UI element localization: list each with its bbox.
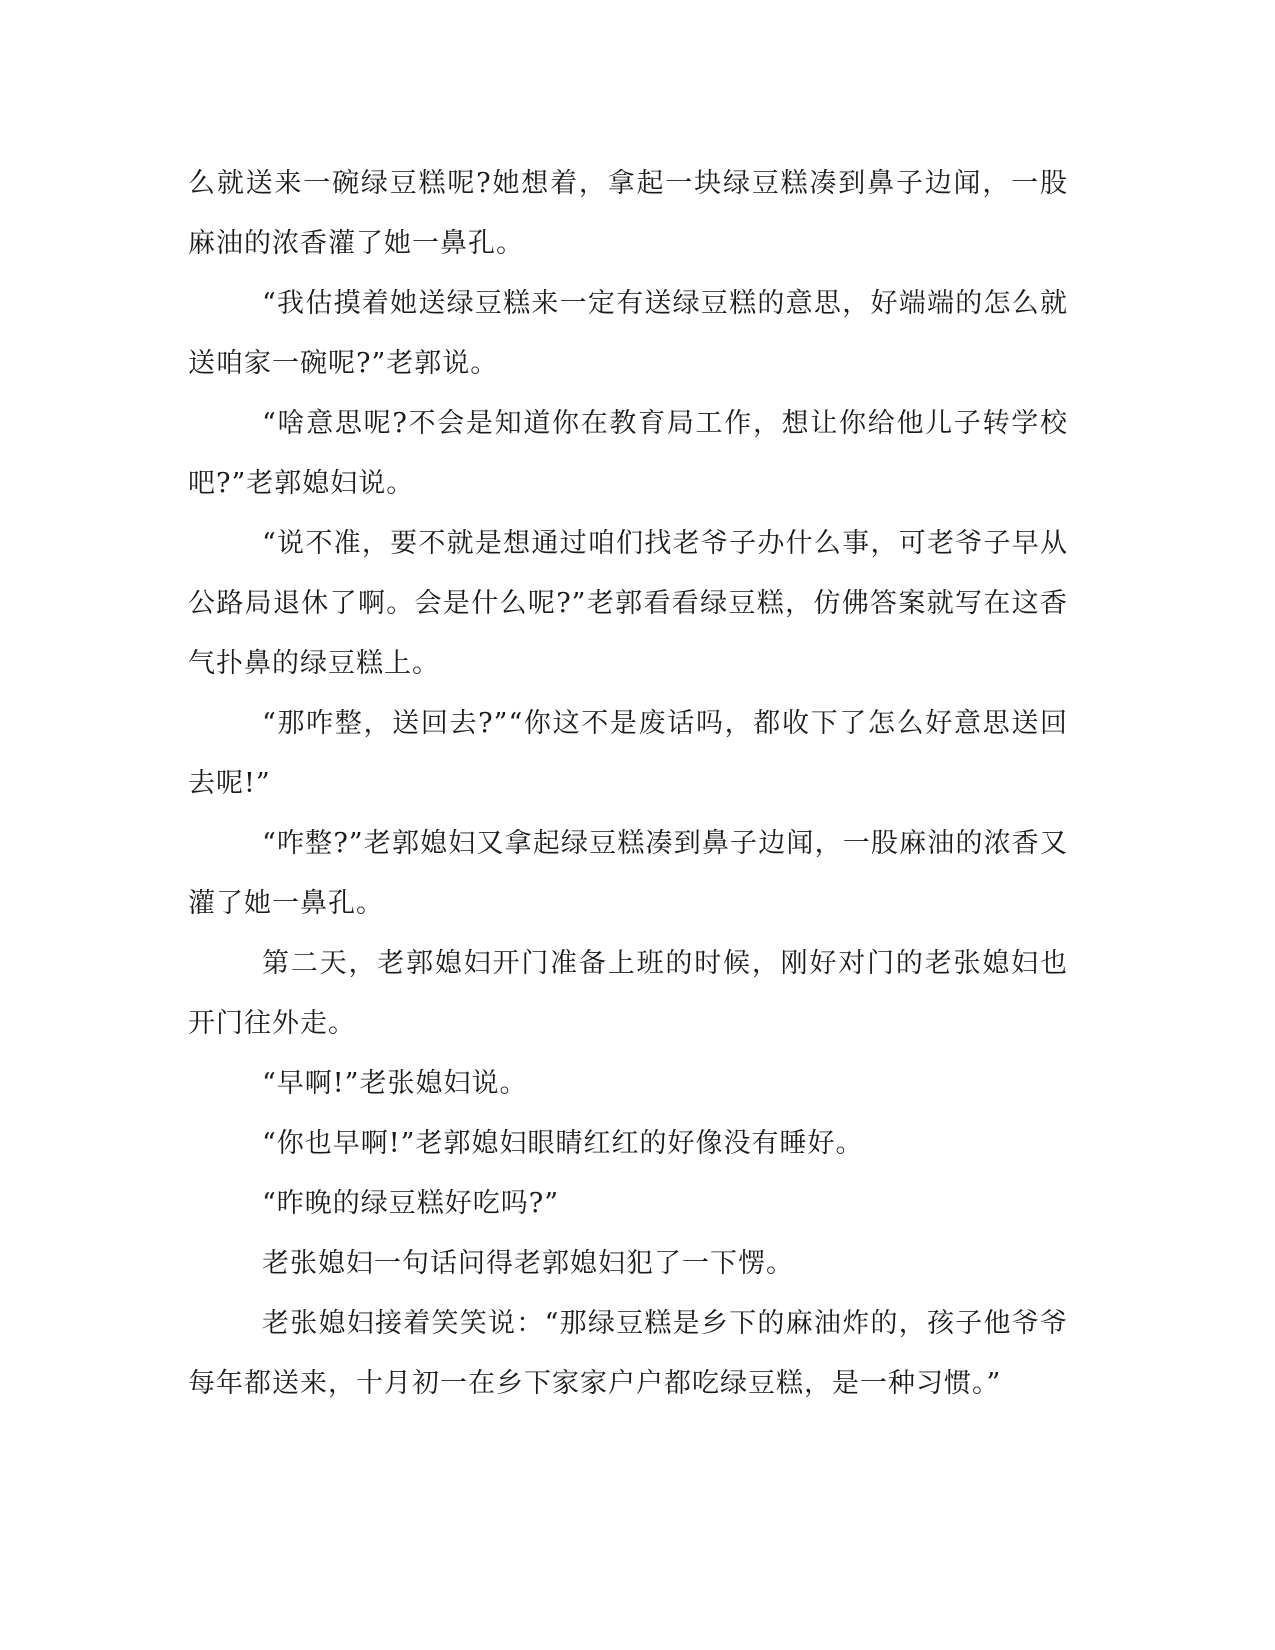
paragraph-11: 老张媳妇一句话问得老郭媳妇犯了一下愣。 xyxy=(262,1248,794,1279)
paragraph-2: “我估摸着她送绿豆糕来一定有送绿豆糕的意思，好端端的怎么就送咱家一碗呢?”老郭说。 xyxy=(188,288,1068,379)
paragraph-9: “你也早啊!”老郭媳妇眼睛红红的好像没有睡好。 xyxy=(262,1128,864,1159)
paragraph-5: “那咋整，送回去?”“你这不是废话吗，都收下了怎么好意思送回去呢!” xyxy=(188,708,1068,799)
paragraph-3: “啥意思呢?不会是知道你在教育局工作，想让你给他儿子转学校吧?”老郭媳妇说。 xyxy=(188,408,1068,499)
paragraph-7: 第二天，老郭媳妇开门准备上班的时候，刚好对门的老张媳妇也开门往外走。 xyxy=(188,948,1068,1039)
document-body xyxy=(188,154,1068,1414)
paragraph-10: “昨晚的绿豆糕好吃吗?” xyxy=(262,1188,560,1219)
paragraph-12: 老张媳妇接着笑笑说：“那绿豆糕是乡下的麻油炸的，孩子他爷爷每年都送来，十月初一在乡下家家户户都吃绿豆糕，是一种习惯。” xyxy=(188,1308,1068,1399)
paragraph-1: 么就送来一碗绿豆糕呢?她想着，拿起一块绿豆糕凑到鼻子边闻，一股麻油的浓香灌了她一鼻孔。 xyxy=(188,168,1068,259)
paragraph-4: “说不准，要不就是想通过咱们找老爷子办什么事，可老爷子早从公路局退休了啊。会是什么呢?”老郭看看绿豆糕，仿佛答案就写在这香气扑鼻的绿豆糕上。 xyxy=(188,528,1068,679)
paragraph-6: “咋整?”老郭媳妇又拿起绿豆糕凑到鼻子边闻，一股麻油的浓香又灌了她一鼻孔。 xyxy=(188,828,1068,919)
paragraph-8: “早啊!”老张媳妇说。 xyxy=(262,1068,528,1099)
